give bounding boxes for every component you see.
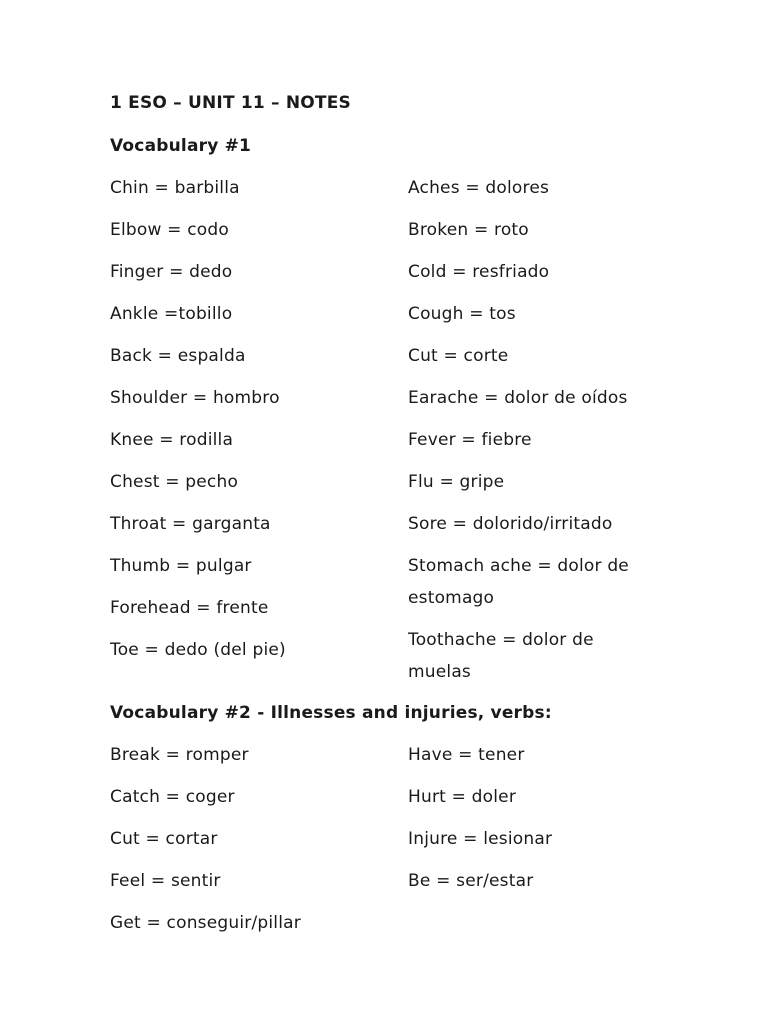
vocabulary-1-heading: Vocabulary #1 (110, 136, 252, 156)
vocab1-left-item: Thumb = pulgar (110, 556, 252, 576)
vocab1-right-item: Cough = tos (408, 304, 516, 324)
vocab1-right-item: Cut = corte (408, 346, 509, 366)
vocab2-left-item: Cut = cortar (110, 829, 218, 849)
vocab2-left-item: Feel = sentir (110, 871, 221, 891)
vocab1-right-item: Aches = dolores (408, 178, 550, 198)
vocab1-left-item: Forehead = frente (110, 598, 269, 618)
vocab1-right-item: Stomach ache = dolor de (408, 556, 629, 576)
vocab1-right-item-continued: estomago (408, 588, 495, 608)
vocab2-left-item: Get = conseguir/pillar (110, 913, 301, 933)
vocab1-left-item: Finger = dedo (110, 262, 233, 282)
vocab1-right-item: Sore = dolorido/irritado (408, 514, 613, 534)
vocab1-right-item: Broken = roto (408, 220, 529, 240)
vocab1-right-item: Toothache = dolor de (408, 630, 594, 650)
vocab1-right-item: Cold = resfriado (408, 262, 550, 282)
vocab2-left-item: Catch = coger (110, 787, 235, 807)
vocab1-left-item: Elbow = codo (110, 220, 229, 240)
vocab2-right-item: Hurt = doler (408, 787, 517, 807)
vocab1-right-item: Earache = dolor de oídos (408, 388, 628, 408)
vocab1-left-item: Throat = garganta (110, 514, 271, 534)
vocab1-right-item: Fever = fiebre (408, 430, 532, 450)
page-title: 1 ESO – UNIT 11 – NOTES (110, 93, 351, 113)
vocab1-left-item: Ankle =tobillo (110, 304, 233, 324)
vocab1-right-item: Flu = gripe (408, 472, 505, 492)
vocab1-left-item: Back = espalda (110, 346, 246, 366)
vocab2-right-item: Injure = lesionar (408, 829, 553, 849)
vocab1-left-item: Shoulder = hombro (110, 388, 280, 408)
vocab1-left-item: Chin = barbilla (110, 178, 240, 198)
vocab2-left-item: Break = romper (110, 745, 249, 765)
vocabulary-2-heading: Vocabulary #2 - Illnesses and injuries, verbs: (110, 703, 552, 723)
vocab1-left-item: Chest = pecho (110, 472, 239, 492)
vocab1-left-item: Toe = dedo (del pie) (110, 640, 286, 660)
vocab2-right-item: Be = ser/estar (408, 871, 534, 891)
vocab1-left-item: Knee = rodilla (110, 430, 234, 450)
vocab1-right-item-continued: muelas (408, 662, 471, 682)
vocab2-right-item: Have = tener (408, 745, 525, 765)
